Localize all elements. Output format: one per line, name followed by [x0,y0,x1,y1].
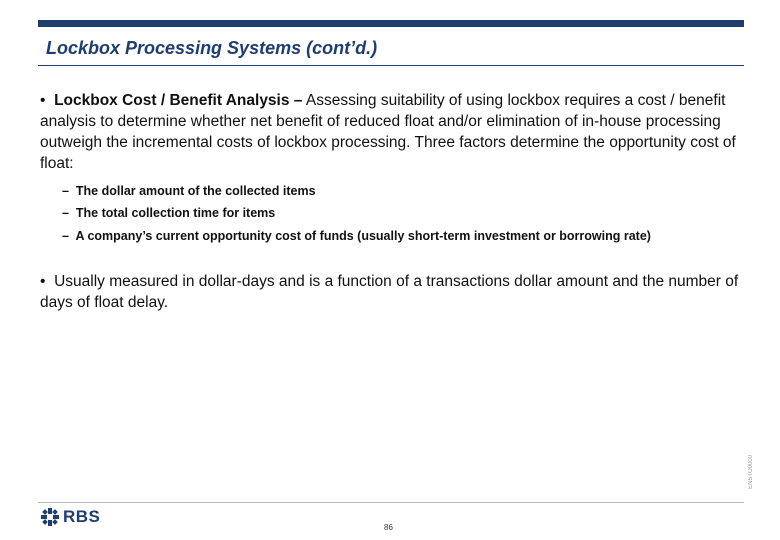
sub-bullet-collection-time: – The total collection time for items [62,206,276,220]
bullet-text: Usually measured in dollar-days and is a function of a transactions dollar amount and the number of days of float delay. [40,273,739,311]
slide-content [40,90,754,313]
slide-title: Lockbox Processing Systems (cont’d.) [46,38,378,58]
bullet-marker: • [40,92,46,109]
logo-text: RBS [63,507,101,526]
sub-bullet-dollar-amount: – The dollar amount of the collected items [62,184,316,198]
document-code: ENSTO0000 [748,455,754,489]
page-number: 86 [384,523,393,532]
bullet-cost-benefit [40,90,754,174]
bullet-dollar-days [40,271,754,313]
rbs-daisy-wheel-icon [40,508,60,526]
bullet-marker: • [40,273,46,290]
header-bar [38,20,744,27]
sub-bullet-opportunity-cost: – A company’s current opportunity cost of funds (usually short-term investment or borrowing rate) [62,229,651,243]
bullet-text: Assessing suitability of using lockbox requires a cost / benefit analysis to determine whether net benefit of reduced float and/or elimination of in-house processing outweigh the incremental costs of lockbox processing. Three factors determine the opportunity cost of float: [40,92,736,172]
rbs-logo [40,507,100,527]
sub-bullet-list [40,180,754,245]
bullet-lead: Lockbox Cost / Benefit Analysis – [54,92,303,109]
footer-divider [38,502,744,503]
title-divider [38,65,744,66]
